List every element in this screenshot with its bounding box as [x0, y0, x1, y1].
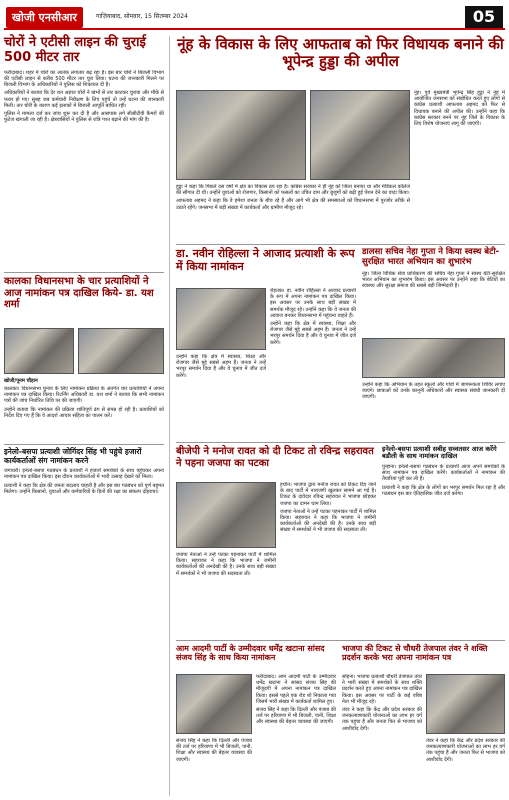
divider [4, 444, 164, 445]
story-bjp-sahrawat [176, 446, 376, 469]
headline: डा. नवीन रोहिल्ला ने आजाद प्रत्याशी के रूप में किया नामांकन [176, 247, 355, 273]
story-aap [176, 644, 336, 662]
story-body: हथीन। भाजपा द्वारा मनोज रावत को टिकट दिए जाने के बाद पार्टी में नाराजगी खुलकर सामने आ गई है। टिकट के दावेदार रविन्द्र सहरावत ने भाजपा छोड़कर जजपा का दामन थाम लिया। जजपा नेताओं ने उन्हें पटका पहनाकर पार्टी में शामिल किया। सहरावत ने कहा कि भाजपा ने जमीनी कार्यकर्ताओं की अनदेखी की है। उनके साथ बड़ी संख्या में समर्थकों ने भी जजपा की सदस्यता ली। [280, 482, 376, 534]
story-body: उन्होंने कहा कि क्षेत्र में स्वास्थ्य, शिक्षा और रोजगार जैसे मुद्दे सबसे अहम हैं। जनता ने उन्हें भरपूर समर्थन दिया है और वे चुनाव में जीत दर्ज करेंगे। [176, 354, 266, 379]
story-kalka-body [4, 378, 164, 438]
dateline: गाज़ियाबाद, सोमवार, 15 सितम्बर 2024 [96, 13, 188, 20]
divider [176, 442, 505, 443]
headline: कालका विधानसभा के चार प्रत्याशियों ने आज नामांकन पत्र दाखिल किये- डा. यश शर्मा [4, 276, 154, 310]
headline: नूंह के विकास के लिए आफताब को फिर विधायक बनाने की भूपेन्द्र हुड्डा की अपील [177, 35, 504, 71]
story-nuh [176, 36, 505, 71]
brand-logo: खोजी एनसीआर [6, 7, 83, 28]
story-body: पुन्हाना। इनेलो-बसपा गठबंधन के प्रत्याशी आज अपने समर्थकों के साथ नामांकन पत्र दाखिल करेंगे। कार्यकर्ताओं ने नामांकन की तैयारियां पूरी कर ली हैं। प्रत्याशी ने कहा कि क्षेत्र के लोगों का भरपूर समर्थन मिल रहा है और गठबंधन इस बार ऐतिहासिक जीत दर्ज करेगा। [382, 463, 505, 497]
divider [4, 272, 164, 273]
newspaper-page [4, 4, 505, 796]
news-photo [176, 90, 306, 180]
story-body: फरीदाबाद। शहर में चोरों का आतंक लगातार बढ़ रहा है। इस बार चोरों ने बिजली विभाग की एटीसी लाइन से करीब 500 मीटर तार चुरा लिया। घटना की जानकारी मिलने पर बिजली विभाग के अधिकारियों ने पुलिस को शिकायत दी है। अधिकारियों ने बताया कि देर रात अज्ञात चोरों ने खंभों से तार काटकर चुराया और मौके से फरार हो गए। सुबह जब कर्मचारी निरीक्षण के लिए पहुंचे तो उन्हें घटना की जानकारी मिली। तार चोरी के कारण कई इलाकों में बिजली आपूर्ति बाधित रही। पुलिस ने मामला दर्ज कर जांच शुरू कर दी है और आसपास लगे सीसीटीवी कैमरों की फुटेज खंगाली जा रही है। क्षेत्रवासियों ने पुलिस से रात्रि गश्त बढ़ाने की मांग की है। [4, 69, 164, 124]
news-photo [4, 328, 74, 374]
news-photo [176, 482, 276, 548]
story-body: कालका। विधानसभा चुनाव के लिए नामांकन प्रक्रिया के अंतर्गत चार प्रत्याशियों ने अपना नामांकन पत्र दाखिल किया। रिटर्निंग अधिकारी डा. यश शर्मा ने बताया कि सभी नामांकन पत्रों की जांच निर्धारित तिथि पर की जाएगी। उन्होंने बताया कि नामांकन की प्रक्रिया शांतिपूर्ण ढंग से संपन्न हो रही है। प्रत्याशियों को निर्देश दिए गए हैं कि वे आदर्श आचार संहिता का पालन करें। [4, 386, 164, 419]
byline: खोजी/पूनम चौहान [4, 378, 38, 384]
news-photo [176, 288, 266, 350]
news-photo [310, 90, 410, 180]
headline: भाजपा की टिकट से चौधरी तेजपाल तंवर ने शक्ति प्रदर्शन करके भरा अपना नामांकन पत्र [342, 644, 488, 663]
story-body: फरीदाबाद। आम आदमी पार्टी के उम्मीदवार धर्मेंद्र खटाना ने सांसद संजय सिंह की मौजूदगी में अपना नामांकन पत्र दाखिल किया। इससे पहले एक रोड शो निकाला गया जिसमें भारी संख्या में कार्यकर्ता शामिल हुए। संजय सिंह ने कहा कि दिल्ली और पंजाब की तर्ज पर हरियाणा में भी बिजली, पानी, शिक्षा और स्वास्थ्य की बेहतर व्यवस्था की जाएगी। [256, 674, 336, 726]
story-tejpal [342, 644, 505, 662]
column-divider [169, 36, 170, 796]
headline: इनेलो-बसपा प्रत्याशी जोगिंदर सिंह भी पहुंचे हजारों कार्यकर्ताओं संग नामांकन करने [4, 447, 142, 465]
headline: इनेलो-बसपा प्रत्याशी सबीह सव्वतसर आज करेंगे बडौली के साथ नामांकन दाखिल [382, 445, 497, 461]
story-wire-theft [4, 36, 164, 285]
page-number: 05 [465, 6, 503, 28]
headline: चोरों ने एटीसी लाइन की चुराई 500 मीटर तार [4, 35, 146, 65]
story-inld-jagadhri [4, 448, 164, 798]
story-body: जजपा नेताओं ने उन्हें पटका पहनाकर पार्टी में शामिल किया। सहरावत ने कहा कि भाजपा ने जमीनी कार्यकर्ताओं की अनदेखी की है। उनके साथ बड़ी संख्या में समर्थकों ने भी जजपा की सदस्यता ली। [176, 552, 276, 577]
headline: डालसा सचिव नेहा गुप्ता ने किया स्वस्थ बेटी-सुरक्षित भारत अभियान का शुभारंभ [362, 247, 500, 267]
story-body: नूंह। जिला विधिक सेवा प्राधिकरण की सचिव नेहा गुप्ता ने स्वस्थ बेटी-सुरक्षित भारत अभियान का शुभारंभ किया। इस अवसर पर उन्होंने कहा कि बेटियों का स्वास्थ्य और सुरक्षा समाज की सबसे बड़ी जिम्मेदारी है। [362, 270, 505, 289]
masthead [4, 4, 505, 30]
news-photo [78, 328, 164, 374]
story-rohilla [176, 248, 356, 273]
story-body: उन्होंने कहा कि अभियान के तहत स्कूलों और गांवों में जागरूकता शिविर लगाए जाएंगे। छात्राओं को उनके कानूनी अधिकारों और स्वास्थ्य संबंधी जानकारी दी जाएगी। [362, 382, 505, 401]
story-body: नूंह। पूर्व मुख्यमंत्री भूपेन्द्र सिंह हुड्डा ने नूंह में आयोजित जनसभा को संबोधित करते हुए लोगों से कांग्रेस प्रत्याशी आफताब अहमद को फिर से विधायक बनाने की अपील की। उन्होंने कहा कि कांग्रेस सरकार बनने पर नूंह जिले के विकास के लिए विशेष योजनाएं लागू की जाएंगी। [414, 90, 505, 128]
headline: आम आदमी पार्टी के उम्मीदवार धर्मेंद्र खटाना सांसद संजय सिंह के साथ किया नामांकन [176, 644, 325, 663]
headline: बीजेपी ने मनोज रावत को दी टिकट तो रविन्द्र सहरावत ने पहना जजपा का पटका [176, 446, 374, 469]
news-photo [362, 338, 505, 378]
story-body: संजय सिंह ने कहा कि दिल्ली और पंजाब की तर्ज पर हरियाणा में भी बिजली, पानी, शिक्षा और स्वास्थ्य की बेहतर व्यवस्था की जाएगी। [176, 738, 252, 763]
news-photo [176, 674, 252, 734]
story-body: तंवर ने कहा कि केंद्र और प्रदेश सरकार की जनकल्याणकारी योजनाओं का लाभ हर वर्ग तक पहुंचा है और जनता फिर से भाजपा को आशीर्वाद देगी। [426, 738, 505, 763]
story-dallas [362, 248, 505, 333]
story-body: सोहना। भाजपा प्रत्याशी चौधरी तेजपाल तंवर ने भारी संख्या में समर्थकों के साथ शक्ति प्रदर्शन करते हुए अपना नामांकन पत्र दाखिल किया। इस अवसर पर पार्टी के कई वरिष्ठ नेता भी मौजूद रहे। तंवर ने कहा कि केंद्र और प्रदेश सरकार की जनकल्याणकारी योजनाओं का लाभ हर वर्ग तक पहुंचा है और जनता फिर से भाजपा को आशीर्वाद देगी। [342, 674, 422, 732]
story-kalka [4, 276, 164, 311]
story-inld-punhana [382, 446, 505, 632]
news-photo [426, 674, 505, 734]
divider [176, 640, 505, 641]
story-body: जगाधरी। इनेलो-बसपा गठबंधन के प्रत्याशी ने हजारों समर्थकों के साथ पहुंचकर अपना नामांकन पत्र दाखिल किया। इस दौरान कार्यकर्ताओं में भारी उत्साह देखने को मिला। प्रत्याशी ने कहा कि क्षेत्र की जनता बदलाव चाहती है और इस बार गठबंधन को पूर्ण बहुमत मिलेगा। उन्होंने किसानों, युवाओं और कर्मचारियों के हितों की रक्षा का संकल्प दोहराया। [4, 468, 164, 495]
story-body: हुड्डा ने कहा कि पिछले दस वर्षों में क्षेत्र का विकास ठप रहा है। कांग्रेस सरकार ने ही नूंह को जिला बनाया था और मेडिकल कॉलेज की सौगात दी थी। उन्होंने युवाओं को रोजगार, किसानों को फसलों का उचित दाम और बुजुर्गों को बढ़ी हुई पेंशन देने का वादा किया। आफताब अहमद ने कहा कि वे हमेशा जनता के बीच रहे हैं और आगे भी क्षेत्र की समस्याओं को विधानसभा में पुरजोर तरीके से उठाते रहेंगे। जनसभा में बड़ी संख्या में कार्यकर्ता और ग्रामीण मौजूद रहे। [176, 184, 410, 211]
story-body: रोहतक। डा. नवीन रोहिल्ला ने आजाद प्रत्याशी के रूप में अपना नामांकन पत्र दाखिल किया। इस अवसर पर उनके साथ बड़ी संख्या में समर्थक मौजूद रहे। उन्होंने कहा कि वे जनता की आवाज बनकर विधानसभा में पहुंचना चाहते हैं। उन्होंने कहा कि क्षेत्र में स्वास्थ्य, शिक्षा और रोजगार जैसे मुद्दे सबसे अहम हैं। जनता ने उन्हें भरपूर समर्थन दिया है और वे चुनाव में जीत दर्ज करेंगे। [270, 288, 356, 346]
divider [176, 244, 505, 245]
